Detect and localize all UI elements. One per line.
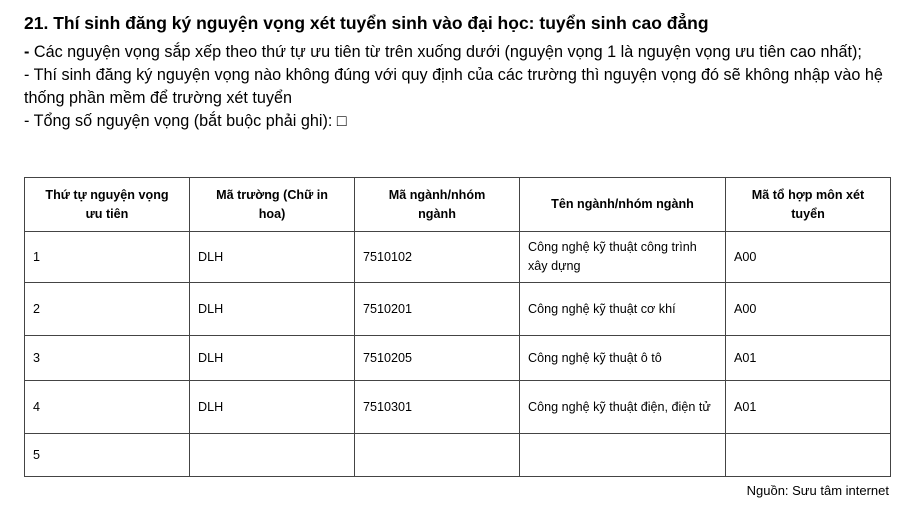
- instruction-total: [24, 110, 890, 133]
- table-row: [25, 283, 891, 336]
- cell-major-code: 7510301: [355, 381, 520, 434]
- instruction-priority: [24, 41, 890, 64]
- total-count-checkbox[interactable]: □: [336, 112, 347, 130]
- cell-priority: 5: [25, 434, 190, 477]
- cell-subject-combo: A01: [726, 381, 891, 434]
- header-school-code: Mã trường (Chữ in hoa): [190, 178, 355, 232]
- table-row: [25, 434, 891, 477]
- header-priority-order: Thứ tự nguyện vọng ưu tiên: [25, 178, 190, 232]
- cell-subject-combo[interactable]: [726, 434, 891, 477]
- cell-priority: 4: [25, 381, 190, 434]
- source-credit: Nguồn: Sưu tâm internet: [746, 483, 889, 498]
- question-title: 21. Thí sinh đăng ký nguyện vọng xét tuyển sinh vào đại học: tuyển sinh cao đẳng: [24, 13, 709, 33]
- cell-major-name: Công nghệ kỹ thuật ô tô: [520, 336, 726, 381]
- cell-major-name: Công nghệ kỹ thuật công trình xây dựng: [520, 232, 726, 283]
- document-page: [24, 10, 890, 133]
- cell-school-code[interactable]: [190, 434, 355, 477]
- cell-major-code[interactable]: [355, 434, 520, 477]
- cell-priority: 3: [25, 336, 190, 381]
- cell-school-code: DLH: [190, 232, 355, 283]
- cell-subject-combo: A00: [726, 232, 891, 283]
- header-major-code: Mã ngành/nhóm ngành: [355, 178, 520, 232]
- cell-priority: 1: [25, 232, 190, 283]
- cell-subject-combo: A00: [726, 283, 891, 336]
- table-row: [25, 232, 891, 283]
- cell-school-code: DLH: [190, 381, 355, 434]
- table-header-row: [25, 178, 891, 232]
- cell-school-code: DLH: [190, 336, 355, 381]
- header-subject-combo: Mã tổ hợp môn xét tuyển: [726, 178, 891, 232]
- header-major-name: Tên ngành/nhóm ngành: [520, 178, 726, 232]
- instruction-invalid: - Thí sinh đăng ký nguyện vọng nào không đúng với quy định của các trường thì nguyện vọng đó sẽ không nhập vào hệ thống phần mềm để trường xét tuyển: [24, 66, 883, 107]
- instruction-dash: -: [24, 43, 30, 61]
- instruction-total-text: - Tổng số nguyện vọng (bắt buộc phải ghi):: [24, 112, 337, 130]
- table-row: [25, 381, 891, 434]
- table-row: [25, 336, 891, 381]
- cell-major-code: 7510205: [355, 336, 520, 381]
- cell-major-name: Công nghệ kỹ thuật cơ khí: [520, 283, 726, 336]
- instruction-priority-text: Các nguyện vọng sắp xếp theo thứ tự ưu tiên từ trên xuống dưới (nguyện vọng 1 là nguyện vọng ưu tiên cao nhất);: [29, 43, 862, 61]
- cell-subject-combo: A01: [726, 336, 891, 381]
- cell-priority: 2: [25, 283, 190, 336]
- cell-major-name: Công nghệ kỹ thuật điện, điện tử: [520, 381, 726, 434]
- cell-major-name[interactable]: [520, 434, 726, 477]
- cell-major-code: 7510201: [355, 283, 520, 336]
- cell-major-code: 7510102: [355, 232, 520, 283]
- aspiration-table: [24, 177, 891, 477]
- cell-school-code: DLH: [190, 283, 355, 336]
